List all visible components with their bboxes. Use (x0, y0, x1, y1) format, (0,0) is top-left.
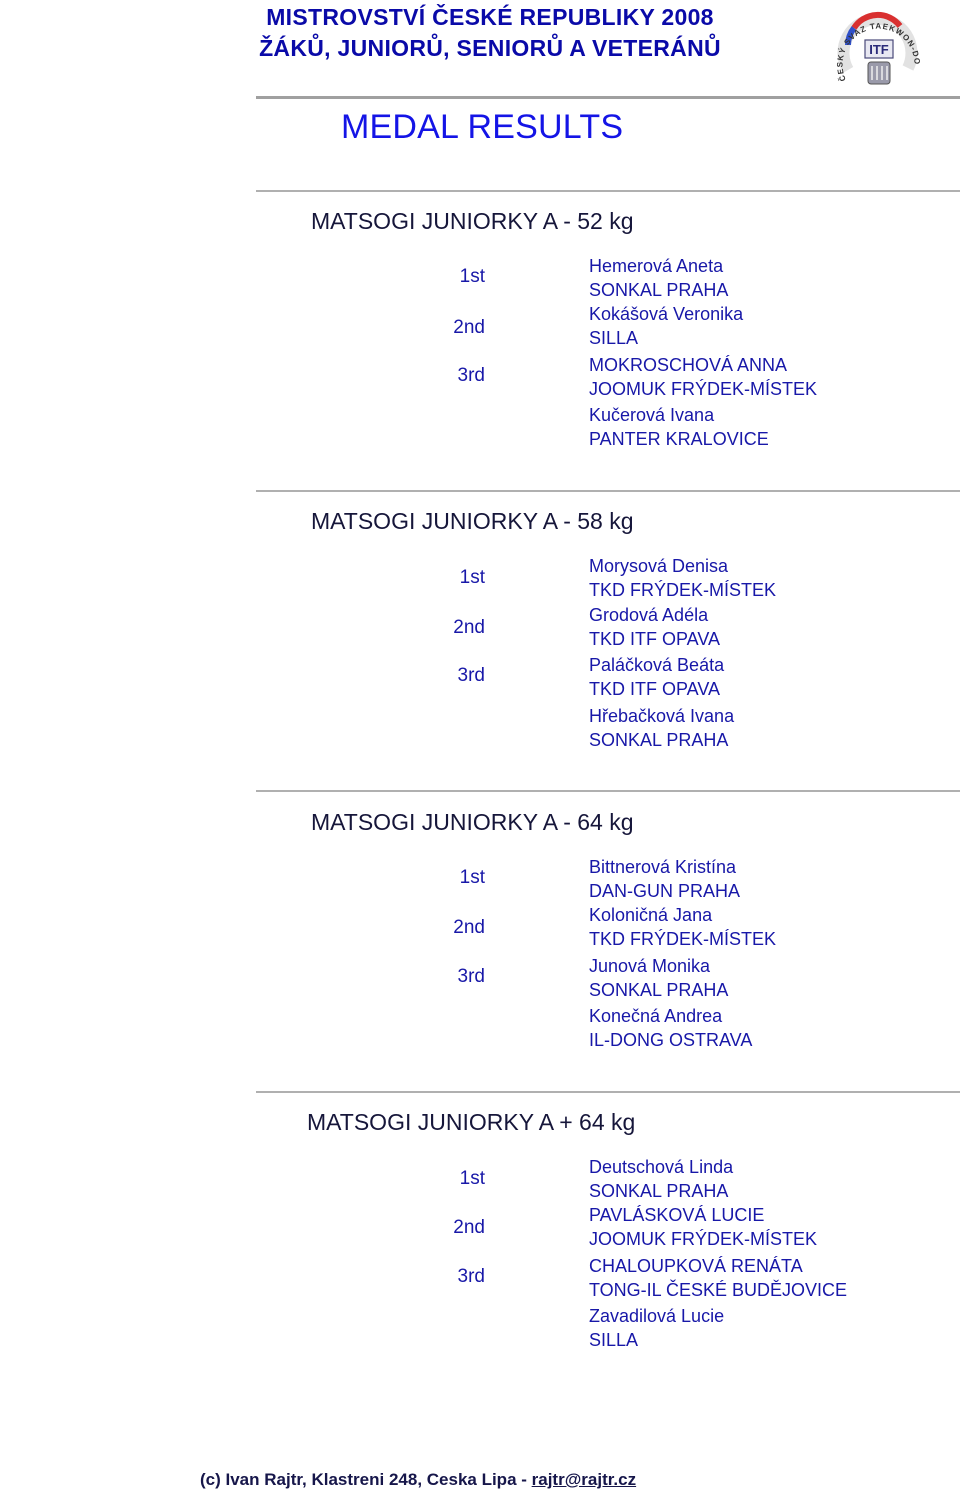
section-divider (256, 1091, 960, 1093)
place-1st: 1st (459, 266, 485, 287)
athlete-name: Junová Monika (589, 956, 711, 976)
place-1st: 1st (459, 867, 485, 888)
athlete-name: Deutschová Linda (589, 1157, 734, 1177)
medalist-entry (589, 1155, 733, 1203)
svg-text:ITF: ITF (869, 42, 889, 57)
medalist-entry (589, 1304, 724, 1352)
athlete-name: Hemerová Aneta (589, 256, 724, 276)
club-name: JOOMUK FRÝDEK-MÍSTEK (589, 1229, 818, 1249)
page-title: MEDAL RESULTS (341, 108, 624, 146)
athlete-name: Zavadilová Lucie (589, 1306, 725, 1326)
athlete-name: PAVLÁSKOVÁ LUCIE (589, 1205, 765, 1225)
club-name: SONKAL PRAHA (589, 1181, 729, 1201)
medalist-entry (589, 1254, 847, 1302)
medalist-entry (589, 653, 724, 701)
page-header (0, 0, 960, 100)
club-name: TONG-IL ČESKÉ BUDĚJOVICE (589, 1280, 848, 1300)
medalist-entry (589, 353, 817, 401)
club-name: TKD FRÝDEK-MÍSTEK (589, 580, 777, 600)
athlete-name: Morysová Denisa (589, 556, 729, 576)
medalist-entry (589, 1203, 817, 1251)
championship-title: MISTROVSTVÍ ČESKÉ REPUBLIKY 2008 (266, 4, 714, 30)
medalist-entry (589, 554, 776, 602)
taekwondo-federation-logo (832, 0, 922, 95)
place-1st: 1st (459, 1168, 485, 1189)
championship-subtitle: ŽÁKŮ, JUNIORŮ, SENIORŮ A VETERÁNŮ (259, 35, 721, 61)
club-name: JOOMUK FRÝDEK-MÍSTEK (589, 379, 818, 399)
place-1st: 1st (459, 567, 485, 588)
athlete-name: Paláčková Beáta (589, 655, 725, 675)
club-name: TKD ITF OPAVA (589, 629, 721, 649)
category-title: MATSOGI JUNIORKY A - 52 kg (311, 208, 634, 234)
medalist-entry (589, 855, 740, 903)
header-divider (256, 96, 960, 99)
athlete-name: Bittnerová Kristína (589, 857, 737, 877)
athlete-name: MOKROSCHOVÁ ANNA (589, 355, 788, 375)
athlete-name: Koloničná Jana (589, 905, 713, 925)
section-divider (256, 190, 960, 192)
medalist-entry (589, 903, 776, 951)
place-3rd: 3rd (457, 966, 485, 987)
svg-text:ČESKÝ SVAZ TAEKWON-DO: ČESKÝ SVAZ TAEKWON-DO (835, 21, 922, 83)
section-divider (256, 790, 960, 792)
place-3rd: 3rd (457, 365, 485, 386)
athlete-name: Konečná Andrea (589, 1006, 723, 1026)
place-2nd: 2nd (453, 1217, 485, 1238)
athlete-name: Kučerová Ivana (589, 405, 715, 425)
footer-text: (c) Ivan Rajtr, Klastreni 248, Ceska Lipa - (200, 1470, 532, 1489)
medalist-entry (589, 254, 728, 302)
medalist-entry (589, 1004, 752, 1052)
club-name: SONKAL PRAHA (589, 730, 729, 750)
category-title: MATSOGI JUNIORKY A - 58 kg (311, 508, 634, 534)
category-title: MATSOGI JUNIORKY A + 64 kg (307, 1109, 636, 1135)
club-name: PANTER KRALOVICE (589, 429, 769, 449)
athlete-name: Kokášová Veronika (589, 304, 744, 324)
place-2nd: 2nd (453, 317, 485, 338)
section-divider (256, 490, 960, 492)
athlete-name: CHALOUPKOVÁ RENÁTA (589, 1256, 803, 1276)
club-name: SONKAL PRAHA (589, 280, 729, 300)
footer-email-link[interactable]: rajtr@rajtr.cz (531, 1470, 637, 1489)
club-name: SILLA (589, 1330, 639, 1350)
place-3rd: 3rd (457, 665, 485, 686)
medalist-entry (589, 302, 743, 350)
club-name: TKD FRÝDEK-MÍSTEK (589, 929, 777, 949)
club-name: DAN-GUN PRAHA (589, 881, 741, 901)
club-name: IL-DONG OSTRAVA (589, 1030, 753, 1050)
medalist-entry (589, 403, 769, 451)
category-title: MATSOGI JUNIORKY A - 64 kg (311, 809, 634, 835)
club-name: SONKAL PRAHA (589, 980, 729, 1000)
club-name: TKD ITF OPAVA (589, 679, 721, 699)
club-name: SILLA (589, 328, 639, 348)
athlete-name: Grodová Adéla (589, 605, 709, 625)
athlete-name: Hřebačková Ivana (589, 706, 735, 726)
medalist-entry (589, 954, 728, 1002)
copyright-footer (200, 1470, 636, 1490)
place-2nd: 2nd (453, 917, 485, 938)
place-2nd: 2nd (453, 617, 485, 638)
medalist-entry (589, 704, 734, 752)
medalist-entry (589, 603, 720, 651)
place-3rd: 3rd (457, 1266, 485, 1287)
